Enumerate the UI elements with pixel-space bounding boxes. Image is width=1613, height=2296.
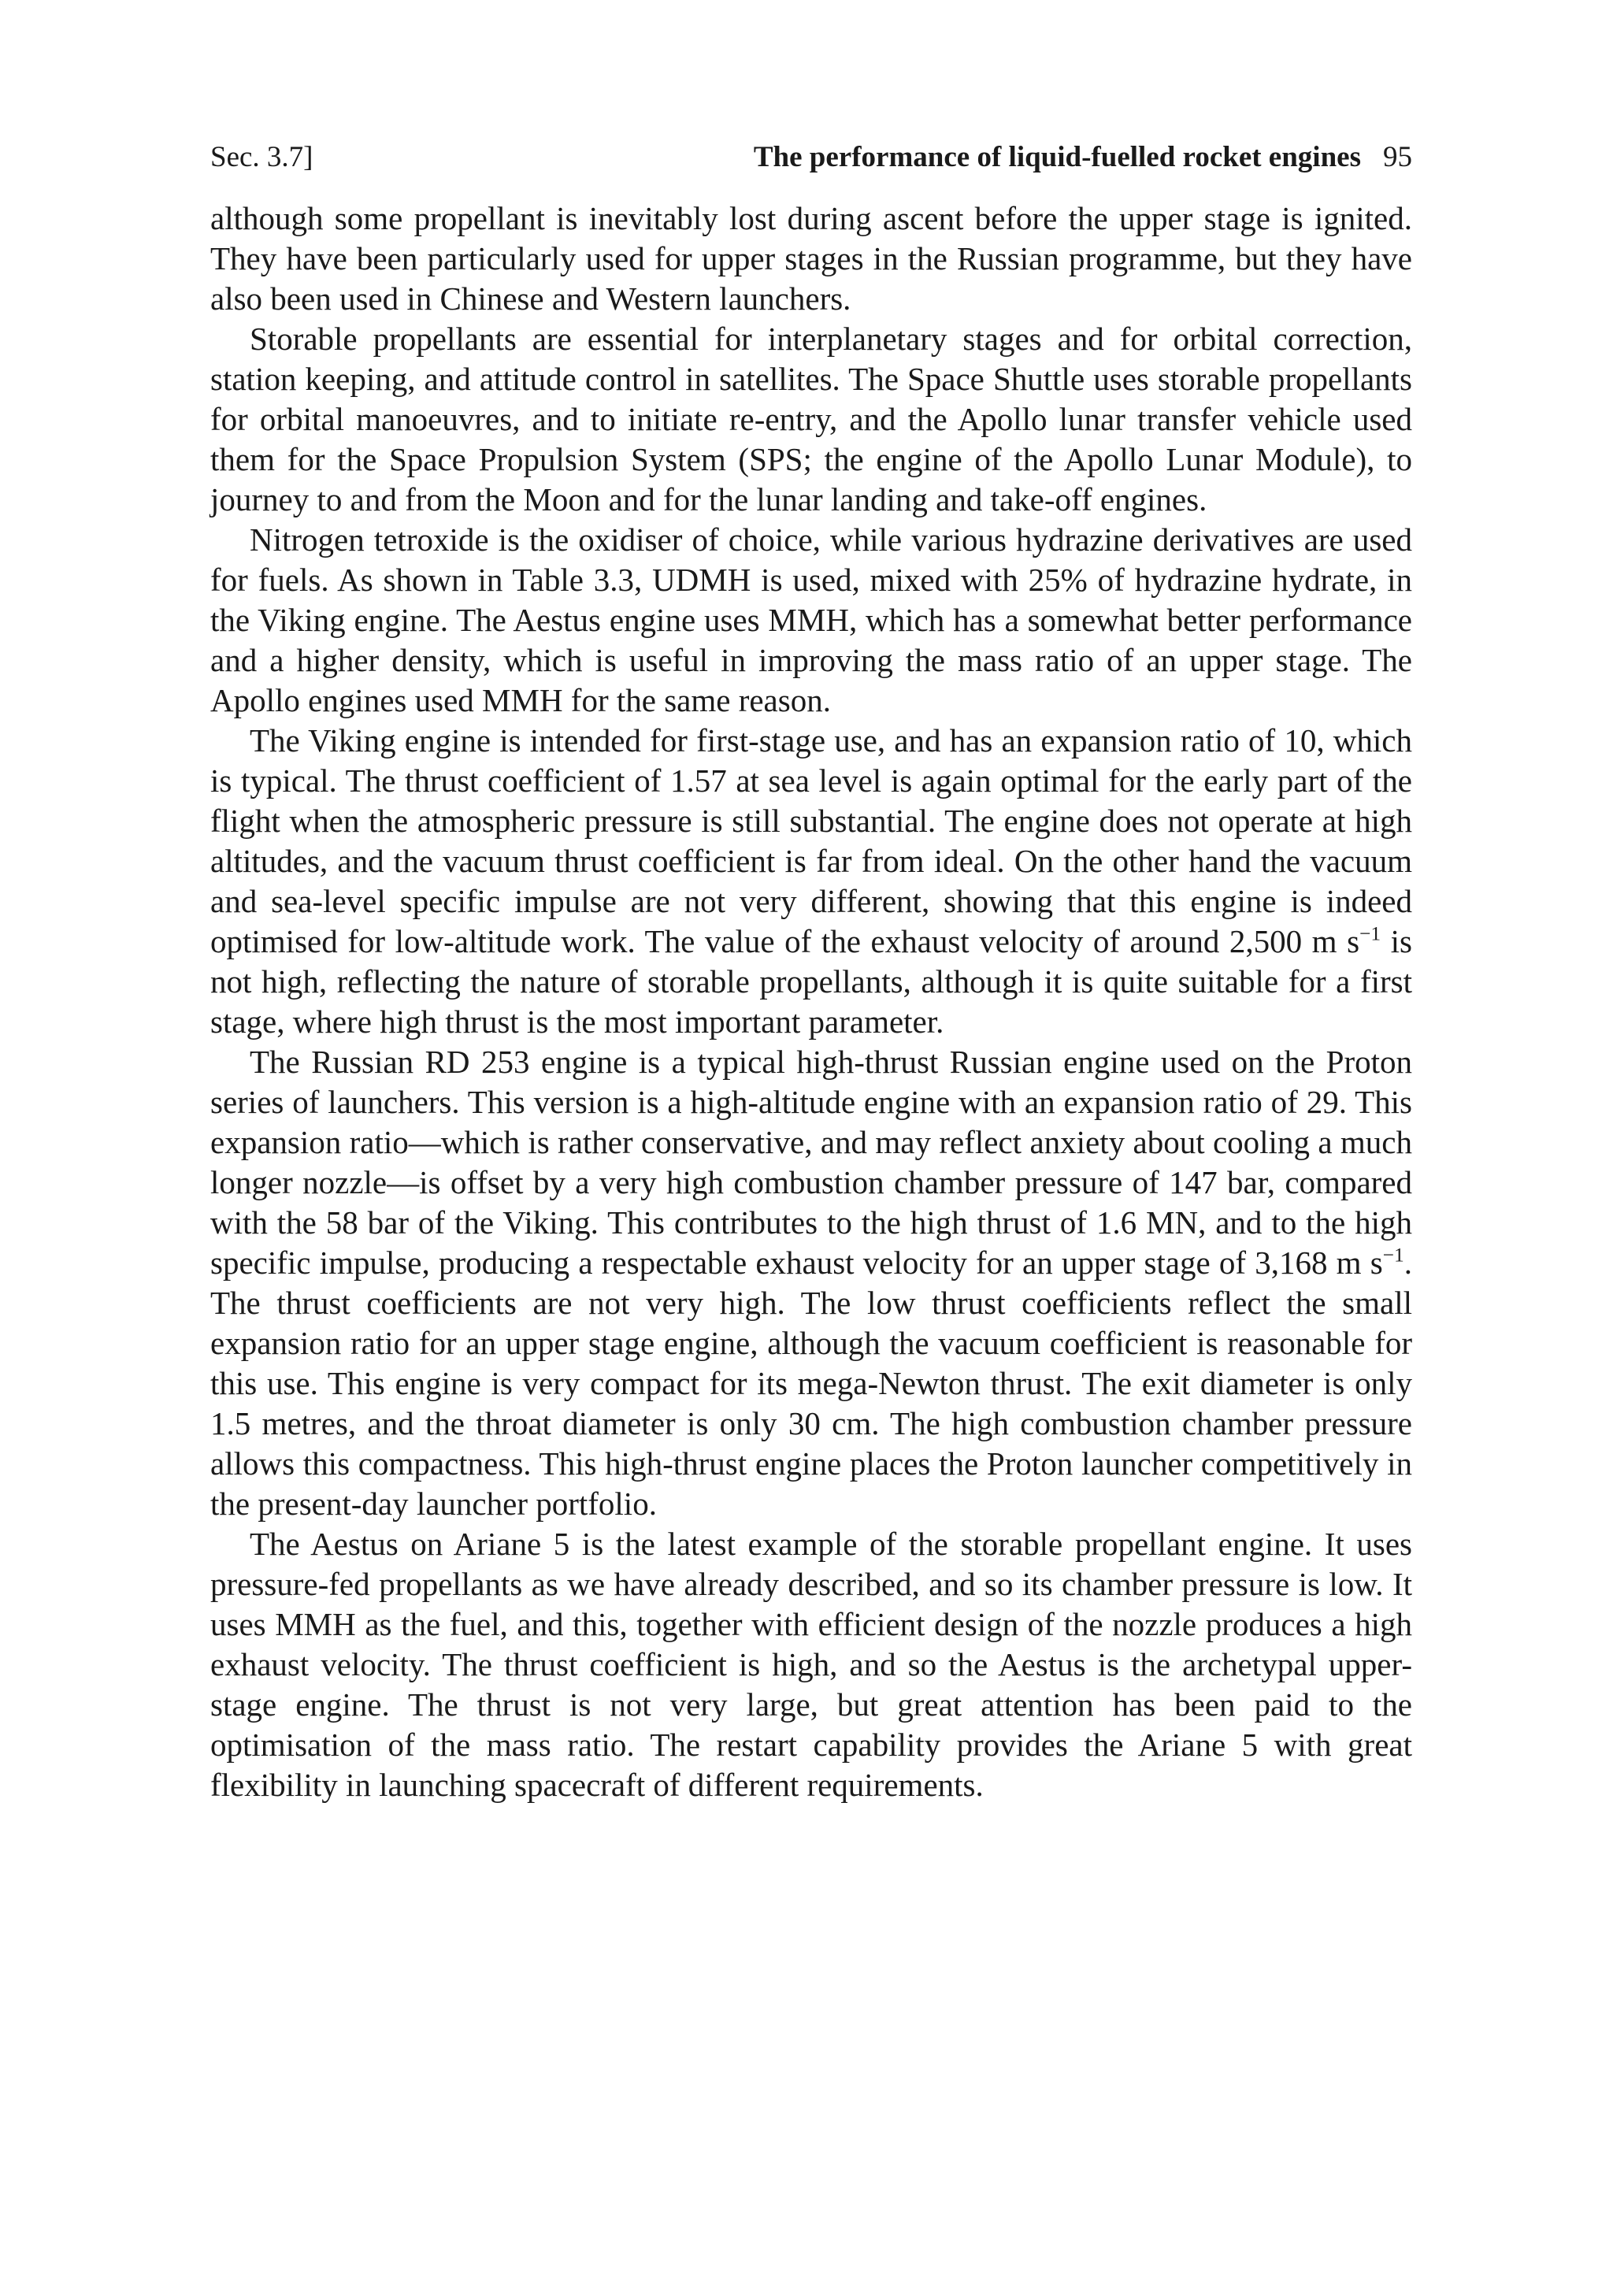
paragraph-6: The Aestus on Ariane 5 is the latest example of the storable propellant engine. It uses pressure-fed propellants as we have already described, and so its chamber pressure is low. It uses MMH as the fuel, and this, together with efficient design of the nozzle produces a high exhaust velocity. The thrust coefficient is high, and so the Aestus is the archetypal upper-stage engine. The thrust is not very large, but great attention has been paid to the optimisation of the mass ratio. The restart capability provides the Ariane 5 with great flexibility in launching spacecraft of different requirements. [210,1526,1412,1803]
exponent: −1 [1359,922,1381,945]
body-text [210,198,1412,1805]
paragraph-2: Storable propellants are essential for interplanetary stages and for orbital correction, station keeping, and attitude control in satellites. The Space Shuttle uses storable propellants for orbital manoeuvres, and to initiate re-entry, and the Apollo lunar transfer vehicle used them for the Space Propulsion System (SPS; the engine of the Apollo Lunar Module), to journey to and from the Moon and for the lunar landing and take-off engines. [210,321,1412,517]
book-page [210,134,1412,1805]
running-title-group [754,134,1412,181]
paragraph-5-text-b: . The thrust coefficients are not very high. The low thrust coefficients reflect the small expansion ratio for an upper stage engine, although the vacuum coefficient is reasonable for this use. This engine is very compact for its mega-Newton thrust. The exit diameter is only 1.5 metres, and the throat diameter is only 30 cm. The high combustion chamber pressure allows this compactness. This high-thrust engine places the Proton launcher competitively in the present-day launcher portfolio. [210,1244,1412,1522]
running-head [210,134,1412,181]
paragraph-1: although some propellant is inevitably lost during ascent before the upper stage is ignited. They have been particularly used for upper stages in the Russian programme, but they have also been used in Chinese and Western launchers. [210,200,1412,317]
paragraph-4-text-b: is not high, reflecting the nature of storable propellants, although it is quite suitable for a first stage, where high thrust is the most important parameter. [210,923,1412,1040]
section-label: Sec. 3.7] [210,141,313,173]
paragraph-4 [210,721,1412,1042]
paragraph-4-text-a: The Viking engine is intended for first-stage use, and has an expansion ratio of 10, which is typical. The thrust coefficient of 1.57 at sea level is again optimal for the early part of the flight when the atmospheric pressure is still substantial. The engine does not operate at high altitudes, and the vacuum thrust coefficient is far from ideal. On the other hand the vacuum and sea-level specific impulse are not very different, showing that this engine is indeed optimised for low-altitude work. The value of the exhaust velocity of around 2,500 m s [210,722,1412,959]
running-title: The performance of liquid-fuelled rocket engines [753,141,1361,173]
paragraph-3: Nitrogen tetroxide is the oxidiser of choice, while various hydrazine derivatives are used for fuels. As shown in Table 3.3, UDMH is used, mixed with 25% of hydrazine hydrate, in the Viking engine. The Aestus engine uses MMH, which has a somewhat better performance and a higher density, which is useful in improving the mass ratio of an upper stage. The Apollo engines used MMH for the same reason. [210,521,1412,718]
exponent: −1 [1382,1244,1404,1267]
paragraph-5-text-a: The Russian RD 253 engine is a typical high-thrust Russian engine used on the Proton series of launchers. This version is a high-altitude engine with an expansion ratio of 29. This expansion ratio—which is rather conservative, and may reflect anxiety about cooling a much longer nozzle—is offset by a very high combustion chamber pressure of 147 bar, compared with the 58 bar of the Viking. This contributes to the high thrust of 1.6 MN, and to the high specific impulse, producing a respectable exhaust velocity for an upper stage of 3,168 m s [210,1044,1412,1281]
paragraph-5 [210,1042,1412,1524]
page-number: 95 [1383,141,1412,173]
